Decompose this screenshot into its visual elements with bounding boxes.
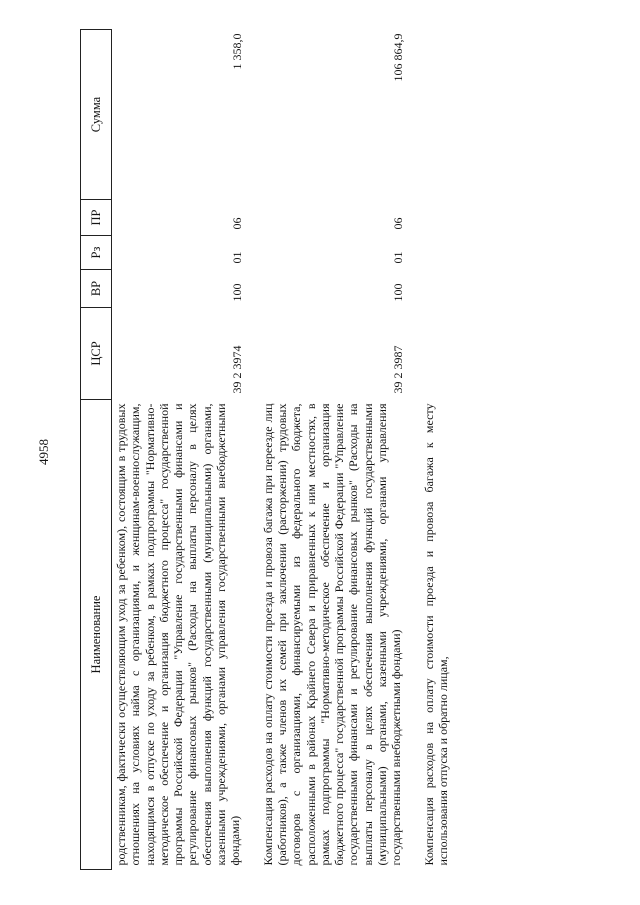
row-rz bbox=[420, 236, 453, 270]
row-vr: 100 bbox=[230, 283, 245, 302]
row-pr bbox=[420, 200, 453, 236]
header-pr: ПР bbox=[81, 200, 112, 236]
row-name: Компенсация расходов на оплату стоимости проезда и провоза багажа к месту использования отпуска и обратно лицам, bbox=[421, 403, 450, 866]
row-csr bbox=[420, 308, 453, 400]
row-csr: 39 2 3974 bbox=[230, 345, 245, 394]
row-rz: 01 bbox=[391, 251, 406, 264]
header-csr: ЦСР bbox=[81, 308, 112, 400]
header-sum: Сумма bbox=[81, 30, 112, 200]
row-name: родственникам, фактически осуществляющим уход за ребенком), состоящим в трудовых отношениях на условиях найма с организациями, и женщинам-военнослужащим, находящимся в отпуске по уходу за ребенком, в рамках подпрограммы "Нормативно-методическое обеспечение и организация бюджетного процесса" государственной программы Российской Федерации "Управление государственными финансами и регулирование финансовых рынков" (Расходы на выплаты персоналу в целях обеспечения выполнения функций государственными (муниципальными) органами, казенными учреждениями, органами управления государственными внебюджетными фондами) bbox=[114, 403, 243, 866]
row-sum: 106 864,9 bbox=[391, 33, 406, 82]
header-vr: ВР bbox=[81, 270, 112, 308]
row-pr: 06 bbox=[230, 217, 245, 230]
row-csr: 39 2 3987 bbox=[391, 345, 406, 394]
row-name: Компенсация расходов на оплату стоимости проезда и провоза багажа при переезде лиц (работников), а также членов их семей при заключении (расторжении) трудовых договоров с организациями, финансируемыми из федерального бюджета, расположенными в районах Крайнего Севера и приравненных к ним местностях, в рамках подпрограммы "Нормативно-методическое обеспечение и организация бюджетного процесса" государственной программы Российской Федерации "Управление государственными финансами и регулирование финансовых рынков" (Расходы на выплаты персоналу в целях обеспечения выполнения функций государственными (муниципальными) органами, казенными учреждениями, органами управления государственными внебюджетными фондами) bbox=[260, 403, 404, 866]
row-rz: 01 bbox=[230, 251, 245, 264]
row-sum bbox=[420, 30, 453, 200]
header-name: Наименование bbox=[81, 400, 112, 870]
row-vr: 100 bbox=[391, 283, 406, 302]
rotated-page-content bbox=[80, 30, 610, 870]
row-sum: 1 358,0 bbox=[230, 33, 245, 70]
budget-table bbox=[80, 29, 452, 870]
row-vr bbox=[420, 270, 453, 308]
table-header bbox=[81, 30, 112, 870]
page-number: 4958 bbox=[36, 439, 51, 465]
table-row bbox=[420, 30, 453, 870]
table-row bbox=[112, 30, 245, 870]
table-row bbox=[259, 30, 406, 870]
header-rz: Рз bbox=[81, 236, 112, 270]
row-pr: 06 bbox=[391, 217, 406, 230]
